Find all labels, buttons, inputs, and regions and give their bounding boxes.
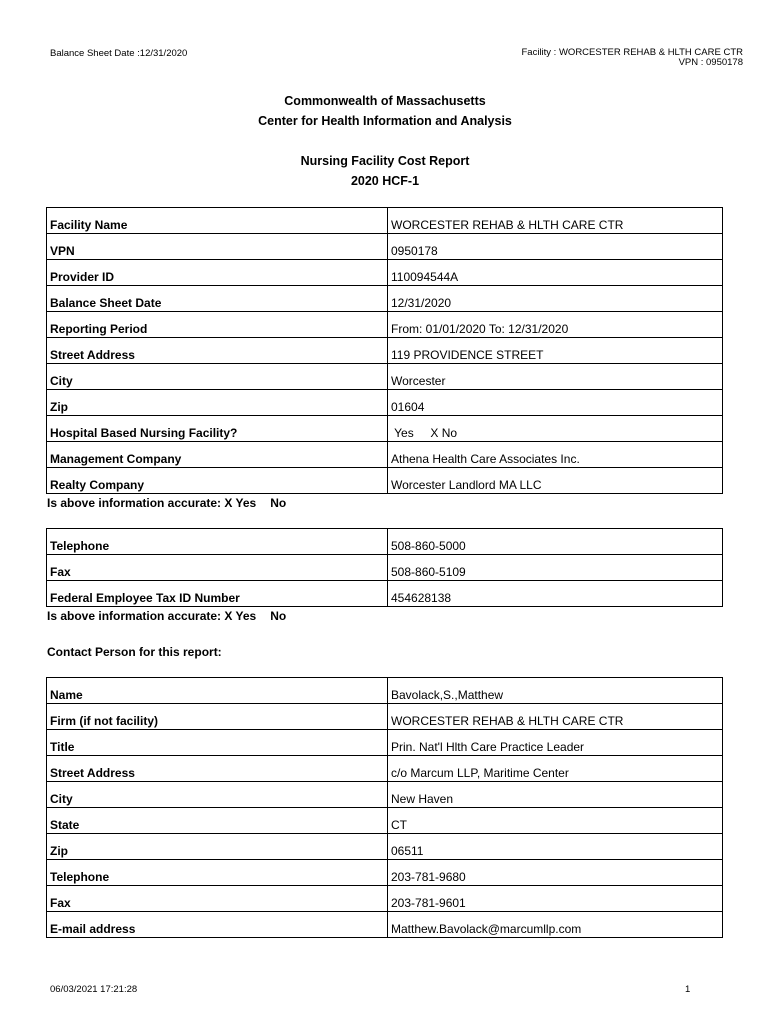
report-subtitle-block [0, 151, 770, 191]
field-label: City [47, 782, 388, 808]
table-row [47, 286, 723, 312]
table-row [47, 834, 723, 860]
table-row [47, 886, 723, 912]
table-row [47, 860, 723, 886]
field-value: Matthew.Bavolack@marcumllp.com [388, 912, 723, 938]
accuracy-note-2-no: No [270, 609, 287, 623]
field-label: Balance Sheet Date [47, 286, 388, 312]
field-label: Reporting Period [47, 312, 388, 338]
contact-info-table [46, 528, 723, 607]
table-row [47, 442, 723, 468]
table-row [47, 338, 723, 364]
header-facility: Facility : WORCESTER REHAB & HLTH CARE CTR [521, 47, 743, 58]
field-label: City [47, 364, 388, 390]
field-label: Telephone [47, 529, 388, 555]
table-row [47, 678, 723, 704]
table-row [47, 260, 723, 286]
accuracy-note-1-text: Is above information accurate: X Yes [47, 496, 257, 510]
field-value: 508-860-5000 [388, 529, 723, 555]
table-row [47, 782, 723, 808]
field-label: Hospital Based Nursing Facility? [47, 416, 388, 442]
field-label: Title [47, 730, 388, 756]
table-row [47, 912, 723, 938]
field-value: Worcester [388, 364, 723, 390]
field-label: VPN [47, 234, 388, 260]
table-row [47, 555, 723, 581]
field-value: From: 01/01/2020 To: 12/31/2020 [388, 312, 723, 338]
field-value: 508-860-5109 [388, 555, 723, 581]
table-row [47, 234, 723, 260]
title-center: Center for Health Information and Analysis [258, 114, 512, 128]
field-label: Firm (if not facility) [47, 704, 388, 730]
table-row [47, 390, 723, 416]
accuracy-note-1-no: No [270, 496, 287, 510]
table-row [47, 416, 723, 442]
field-label: Fax [47, 555, 388, 581]
field-value: 119 PROVIDENCE STREET [388, 338, 723, 364]
facility-info-table [46, 207, 723, 494]
field-value: 110094544A [388, 260, 723, 286]
field-value: c/o Marcum LLP, Maritime Center [388, 756, 723, 782]
field-label: Street Address [47, 338, 388, 364]
footer-page-number: 1 [685, 984, 691, 995]
title-commonwealth: Commonwealth of Massachusetts [284, 94, 486, 108]
table-row [47, 704, 723, 730]
title-report-name: Nursing Facility Cost Report [300, 154, 470, 168]
field-value: 454628138 [388, 581, 723, 607]
field-value: Worcester Landlord MA LLC [388, 468, 723, 494]
field-value: 06511 [388, 834, 723, 860]
field-value: WORCESTER REHAB & HLTH CARE CTR [388, 208, 723, 234]
contact-person-heading: Contact Person for this report: [47, 645, 222, 659]
table-row [47, 730, 723, 756]
field-value: 12/31/2020 [388, 286, 723, 312]
field-label: Street Address [47, 756, 388, 782]
title-report-year: 2020 HCF-1 [350, 174, 420, 188]
field-label: Zip [47, 834, 388, 860]
table-row [47, 581, 723, 607]
table-row [47, 808, 723, 834]
accuracy-note-2 [47, 609, 286, 623]
field-label: Federal Employee Tax ID Number [47, 581, 388, 607]
field-value: Athena Health Care Associates Inc. [388, 442, 723, 468]
table-row [47, 756, 723, 782]
field-label: Fax [47, 886, 388, 912]
field-label: Facility Name [47, 208, 388, 234]
table-row [47, 468, 723, 494]
table-row [47, 208, 723, 234]
table-row [47, 529, 723, 555]
accuracy-note-2-text: Is above information accurate: X Yes [47, 609, 257, 623]
report-title-block [0, 91, 770, 131]
field-value: New Haven [388, 782, 723, 808]
table-row [47, 312, 723, 338]
field-value: Prin. Nat'l Hlth Care Practice Leader [388, 730, 723, 756]
field-label: Telephone [47, 860, 388, 886]
field-value: 203-781-9680 [388, 860, 723, 886]
table-row [47, 364, 723, 390]
header-facility-block [521, 48, 743, 68]
accuracy-note-1 [47, 496, 286, 510]
contact-person-table [46, 677, 723, 938]
field-label: Management Company [47, 442, 388, 468]
field-value: CT [388, 808, 723, 834]
field-label: Zip [47, 390, 388, 416]
footer-timestamp: 06/03/2021 17:21:28 [50, 984, 138, 995]
field-label: E-mail address [47, 912, 388, 938]
header-balance-sheet-date: Balance Sheet Date :12/31/2020 [50, 48, 188, 59]
field-label: State [47, 808, 388, 834]
field-label: Realty Company [47, 468, 388, 494]
header-vpn: VPN : 0950178 [678, 57, 743, 68]
field-value: 0950178 [388, 234, 723, 260]
field-value: Yes X No [388, 416, 723, 442]
field-value: WORCESTER REHAB & HLTH CARE CTR [388, 704, 723, 730]
field-value: Bavolack,S.,Matthew [388, 678, 723, 704]
field-label: Provider ID [47, 260, 388, 286]
field-label: Name [47, 678, 388, 704]
field-value: 01604 [388, 390, 723, 416]
field-value: 203-781-9601 [388, 886, 723, 912]
